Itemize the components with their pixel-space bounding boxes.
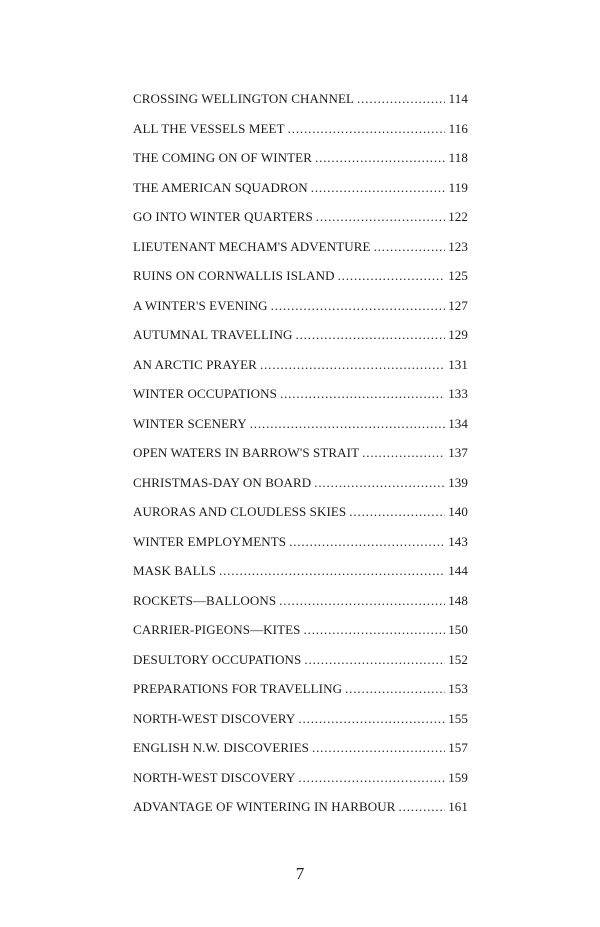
toc-entry-title: ENGLISH N.W. DISCOVERIES — [133, 740, 309, 755]
toc-entry-title: AUTUMNAL TRAVELLING — [133, 327, 293, 342]
toc-entry-title: PREPARATIONS FOR TRAVELLING — [133, 681, 343, 696]
dot-leader — [289, 534, 445, 550]
toc-entry-title: AN ARCTIC PRAYER — [133, 356, 257, 372]
toc-entry — [133, 475, 468, 505]
toc-entry-title: MASK BALLS — [133, 563, 216, 578]
toc-entry-page: 140 — [448, 504, 468, 519]
dot-leader — [316, 209, 445, 225]
dot-leader — [279, 593, 445, 609]
toc-entry-title: DESULTORY OCCUPATIONS — [133, 651, 302, 667]
toc-entry-title: GO INTO WINTER QUARTERS — [133, 209, 313, 224]
dot-leader — [304, 652, 445, 668]
dot-leader — [298, 770, 445, 786]
toc-entry — [133, 445, 468, 475]
toc-entry — [133, 799, 468, 829]
toc-entry-page: 144 — [448, 563, 468, 578]
dot-leader — [315, 150, 445, 166]
toc-entry-page: 122 — [448, 209, 468, 224]
toc-entry-title: NORTH-WEST DISCOVERY — [133, 769, 296, 785]
toc-entry-page: 139 — [448, 474, 468, 490]
toc-entry — [133, 416, 468, 446]
toc-entry-page: 148 — [448, 592, 468, 608]
toc-entry — [133, 239, 468, 269]
toc-entry-page: 157 — [448, 740, 468, 755]
toc-entry-title: CROSSING WELLINGTON CHANNEL — [133, 91, 355, 106]
toc-entry-title: AURORAS AND CLOUDLESS SKIES — [133, 504, 347, 519]
toc-entry-page: 152 — [448, 651, 468, 667]
dot-leader — [338, 268, 445, 284]
toc-entry-page: 129 — [448, 327, 468, 342]
toc-entry-page: 119 — [448, 179, 468, 195]
dot-leader — [304, 622, 446, 638]
toc-entry-page: 114 — [448, 91, 468, 106]
toc-entry-title: WINTER OCCUPATIONS — [133, 386, 277, 401]
dot-leader — [250, 416, 445, 432]
toc-entry-page: 155 — [448, 710, 468, 726]
dot-leader — [357, 91, 445, 107]
dot-leader — [314, 475, 445, 491]
toc-entry-title: WINTER SCENERY — [133, 415, 247, 431]
dot-leader — [311, 180, 445, 196]
toc-entry-title: CARRIER-PIGEONS—KITES — [133, 622, 301, 637]
dot-leader — [280, 386, 445, 402]
toc-entry-page: 143 — [448, 533, 468, 549]
toc-entry — [133, 357, 468, 387]
dot-leader — [288, 121, 445, 137]
toc-entry-page: 159 — [448, 769, 468, 785]
toc-entry — [133, 209, 468, 239]
toc-entry-title: LIEUTENANT MECHAM'S ADVENTURE — [133, 238, 371, 254]
toc-entry — [133, 91, 468, 121]
toc-entry — [133, 740, 468, 770]
dot-leader — [295, 327, 445, 343]
toc-entry — [133, 298, 468, 328]
toc-entry — [133, 386, 468, 416]
toc-entry-title: THE AMERICAN SQUADRON — [133, 179, 308, 195]
toc-entry-page: 125 — [448, 268, 468, 283]
dot-leader — [312, 740, 445, 756]
toc-entry-page: 153 — [448, 681, 468, 696]
toc-entry — [133, 770, 468, 800]
dot-leader — [298, 711, 445, 727]
toc-entry — [133, 711, 468, 741]
toc-entry-title: WINTER EMPLOYMENTS — [133, 533, 287, 549]
dot-leader — [362, 445, 445, 461]
toc-entry — [133, 681, 468, 711]
toc-entry-page: 134 — [448, 415, 468, 431]
toc-entry-page: 123 — [448, 238, 468, 254]
toc-entry — [133, 593, 468, 623]
toc-entry-page: 150 — [448, 622, 468, 637]
toc-entry — [133, 121, 468, 151]
toc-entry — [133, 150, 468, 180]
dot-leader — [260, 357, 445, 373]
dot-leader — [219, 563, 445, 579]
toc-entry-title: ADVANTAGE OF WINTERING IN HARBOUR — [133, 799, 396, 814]
toc-entry-title: THE COMING ON OF WINTER — [133, 150, 312, 165]
toc-entry — [133, 563, 468, 593]
toc-entry — [133, 622, 468, 652]
toc-entry-page: 127 — [448, 297, 468, 313]
toc-entry-page: 131 — [448, 356, 468, 372]
dot-leader — [271, 298, 445, 314]
toc-entry — [133, 327, 468, 357]
toc-entry-page: 118 — [448, 150, 468, 165]
toc-entry-page: 116 — [448, 120, 468, 136]
dot-leader — [399, 799, 446, 815]
toc-entry-page: 137 — [448, 445, 468, 460]
toc-entry-title: A WINTER'S EVENING — [133, 297, 268, 313]
table-of-contents — [133, 91, 468, 829]
toc-entry — [133, 652, 468, 682]
toc-entry — [133, 180, 468, 210]
toc-entry — [133, 268, 468, 298]
toc-entry-title: ROCKETS—BALLOONS — [133, 592, 277, 608]
toc-entry-title: NORTH-WEST DISCOVERY — [133, 710, 296, 726]
dot-leader — [345, 681, 445, 697]
toc-entry — [133, 534, 468, 564]
toc-entry-title: RUINS ON CORNWALLIS ISLAND — [133, 268, 335, 283]
toc-entry-title: ALL THE VESSELS MEET — [133, 120, 285, 136]
toc-entry-page: 161 — [448, 799, 468, 814]
dot-leader — [374, 239, 445, 255]
dot-leader — [349, 504, 445, 520]
toc-entry — [133, 504, 468, 534]
page-number: 7 — [295, 864, 305, 883]
toc-entry-title: CHRISTMAS-DAY ON BOARD — [133, 474, 312, 490]
toc-entry-title: OPEN WATERS IN BARROW'S STRAIT — [133, 445, 360, 460]
toc-entry-page: 133 — [448, 386, 468, 401]
